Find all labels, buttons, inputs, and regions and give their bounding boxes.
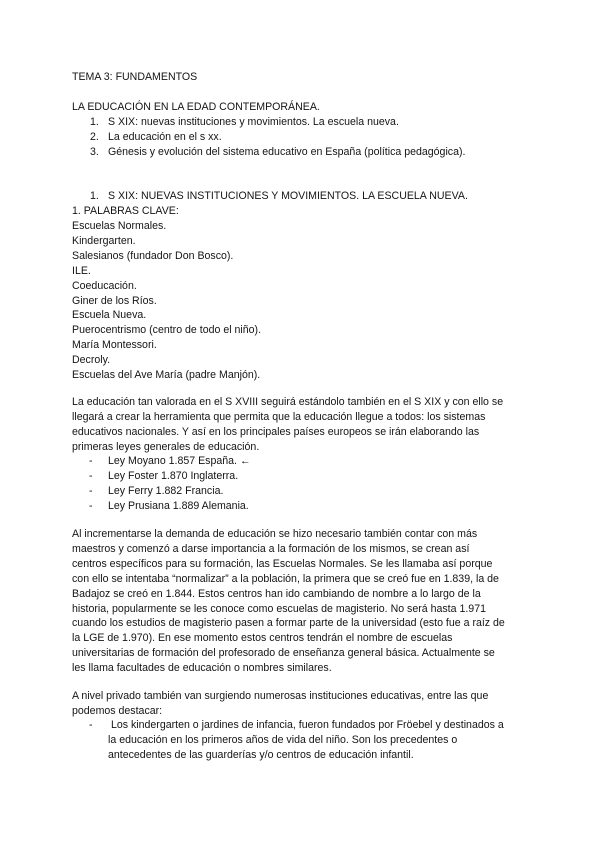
keyword-item: Escuelas del Ave María (padre Manjón). bbox=[72, 369, 261, 382]
paragraph-line: Badajoz se creó en 1.844. Estos centros han ido cambiando de nombre a lo largo de la bbox=[72, 587, 481, 600]
section-heading: LA EDUCACIÓN EN LA EDAD CONTEMPORÁNEA. bbox=[72, 101, 320, 113]
paragraph-line: cuando los estudios de magisterio pasen a formar parte de la universidad (esto fue a raíz de bbox=[72, 617, 505, 630]
paragraph-line: La educación tan valorada en el S XVIII seguirá estándolo también en el S XIX y con ello se bbox=[72, 396, 504, 408]
paragraph-line: universitarias de formación del profesorado de enseñanza general básica. Actualmente se bbox=[72, 647, 495, 660]
keywords-list bbox=[72, 219, 528, 383]
keywords-heading: 1. PALABRAS CLAVE: bbox=[72, 205, 179, 217]
dash-bullet: - bbox=[89, 484, 93, 497]
keyword-item: Puerocentrismo (centro de todo el niño). bbox=[72, 324, 262, 337]
keyword-item: Coeducación. bbox=[72, 279, 137, 292]
law-item bbox=[72, 469, 528, 484]
topic-index-list bbox=[72, 115, 528, 160]
keyword-item: Kindergarten. bbox=[72, 234, 136, 247]
subsection-number: 1. bbox=[90, 190, 99, 202]
paragraph-line: historia, popularmente se les conoce como escuelas de magisterio. No será hasta 1.971 bbox=[72, 602, 486, 615]
subsection-text: S XIX: NUEVAS INSTITUCIONES Y MOVIMIENTOS. LA ESCUELA NUEVA. bbox=[108, 190, 468, 202]
paragraph-line: llegará a crear la herramienta que permita que la educación llegue a todos: los sistemas bbox=[72, 410, 486, 423]
keyword-item: Decroly. bbox=[72, 354, 111, 367]
keyword-item: ILE. bbox=[72, 264, 91, 277]
dash-bullet: - bbox=[89, 499, 93, 512]
law-item bbox=[72, 484, 528, 499]
dash-bullet: - bbox=[89, 469, 93, 482]
keyword-item: Escuelas Normales. bbox=[72, 220, 167, 232]
paragraph-line: Al incrementarse la demanda de educación se hizo necesario también contar con más bbox=[72, 528, 478, 540]
paragraph-line: maestros y comenzó a darse importancia a la formación de los mismos, se crean así bbox=[72, 542, 470, 555]
dash-bullet: - bbox=[89, 455, 93, 467]
paragraph-line: podemos destacar: bbox=[72, 704, 163, 717]
keyword-item: Giner de los Ríos. bbox=[72, 294, 157, 307]
keyword-item: Escuela Nueva. bbox=[72, 309, 147, 322]
paragraph-line: la educación en los primeros años de vida del niño. Son los precedentes o bbox=[108, 733, 458, 746]
law-item bbox=[72, 499, 528, 514]
laws-list bbox=[72, 454, 528, 514]
paragraph-line: A nivel privado también van surgiendo numerosas instituciones educativas, entre las que bbox=[72, 690, 489, 702]
index-number: 3. bbox=[90, 145, 99, 158]
law-item bbox=[72, 454, 528, 469]
paragraph-line: centros específicos para su formación, las Escuelas Normales. Se les llamaba así porque bbox=[72, 557, 493, 570]
index-item bbox=[72, 130, 528, 145]
document-title: TEMA 3: FUNDAMENTOS bbox=[72, 71, 198, 83]
dash-bullet: - bbox=[89, 719, 93, 731]
paragraph-escuelas-normales bbox=[72, 527, 528, 676]
paragraph-national-systems bbox=[72, 395, 528, 455]
index-text: Génesis y evolución del sistema educativo en España (política pedagógica). bbox=[108, 145, 466, 158]
paragraph-line: antecedentes de las guarderías y/o centros de educación infantil. bbox=[108, 748, 414, 761]
paragraph-line: educativos nacionales. Y así en los principales países europeos se irán elaborando las bbox=[72, 425, 480, 438]
paragraph-private-institutions bbox=[72, 689, 528, 719]
index-text: S XIX: nuevas instituciones y movimientos. La escuela nueva. bbox=[108, 116, 399, 128]
index-number: 1. bbox=[90, 116, 99, 128]
paragraph-line: les llama facultades de educación o nombres similares. bbox=[72, 662, 332, 675]
paragraph-line: Los kindergarten o jardines de infancia, fueron fundados por Fröebel y destinados a bbox=[108, 719, 504, 731]
keyword-item: Salesianos (fundador Don Bosco). bbox=[72, 249, 234, 262]
keyword-item: María Montessori. bbox=[72, 339, 157, 352]
law-text: Ley Foster 1.870 Inglaterra. bbox=[108, 469, 239, 482]
law-text: Ley Ferry 1.882 Francia. bbox=[108, 484, 224, 497]
index-number: 2. bbox=[90, 130, 99, 143]
law-text: Ley Prusiana 1.889 Alemania. bbox=[108, 499, 249, 512]
paragraph-line: con ello se intentaba “normalizar” a la población, la primera que se creó fue en 1.839, la de bbox=[72, 572, 499, 585]
paragraph-line: la LGE de 1.970). En ese momento estos centros tendrán el nombre de escuelas bbox=[72, 632, 453, 645]
kindergarten-item bbox=[72, 718, 564, 763]
subsection-item bbox=[72, 189, 528, 204]
index-text: La educación en el s xx. bbox=[108, 130, 222, 143]
subsection-heading bbox=[72, 189, 528, 204]
index-item bbox=[72, 115, 528, 130]
law-text: Ley Moyano 1.857 España. ← bbox=[108, 455, 251, 467]
paragraph-line: primeras leyes generales de educación. bbox=[72, 440, 260, 453]
index-item bbox=[72, 145, 528, 160]
